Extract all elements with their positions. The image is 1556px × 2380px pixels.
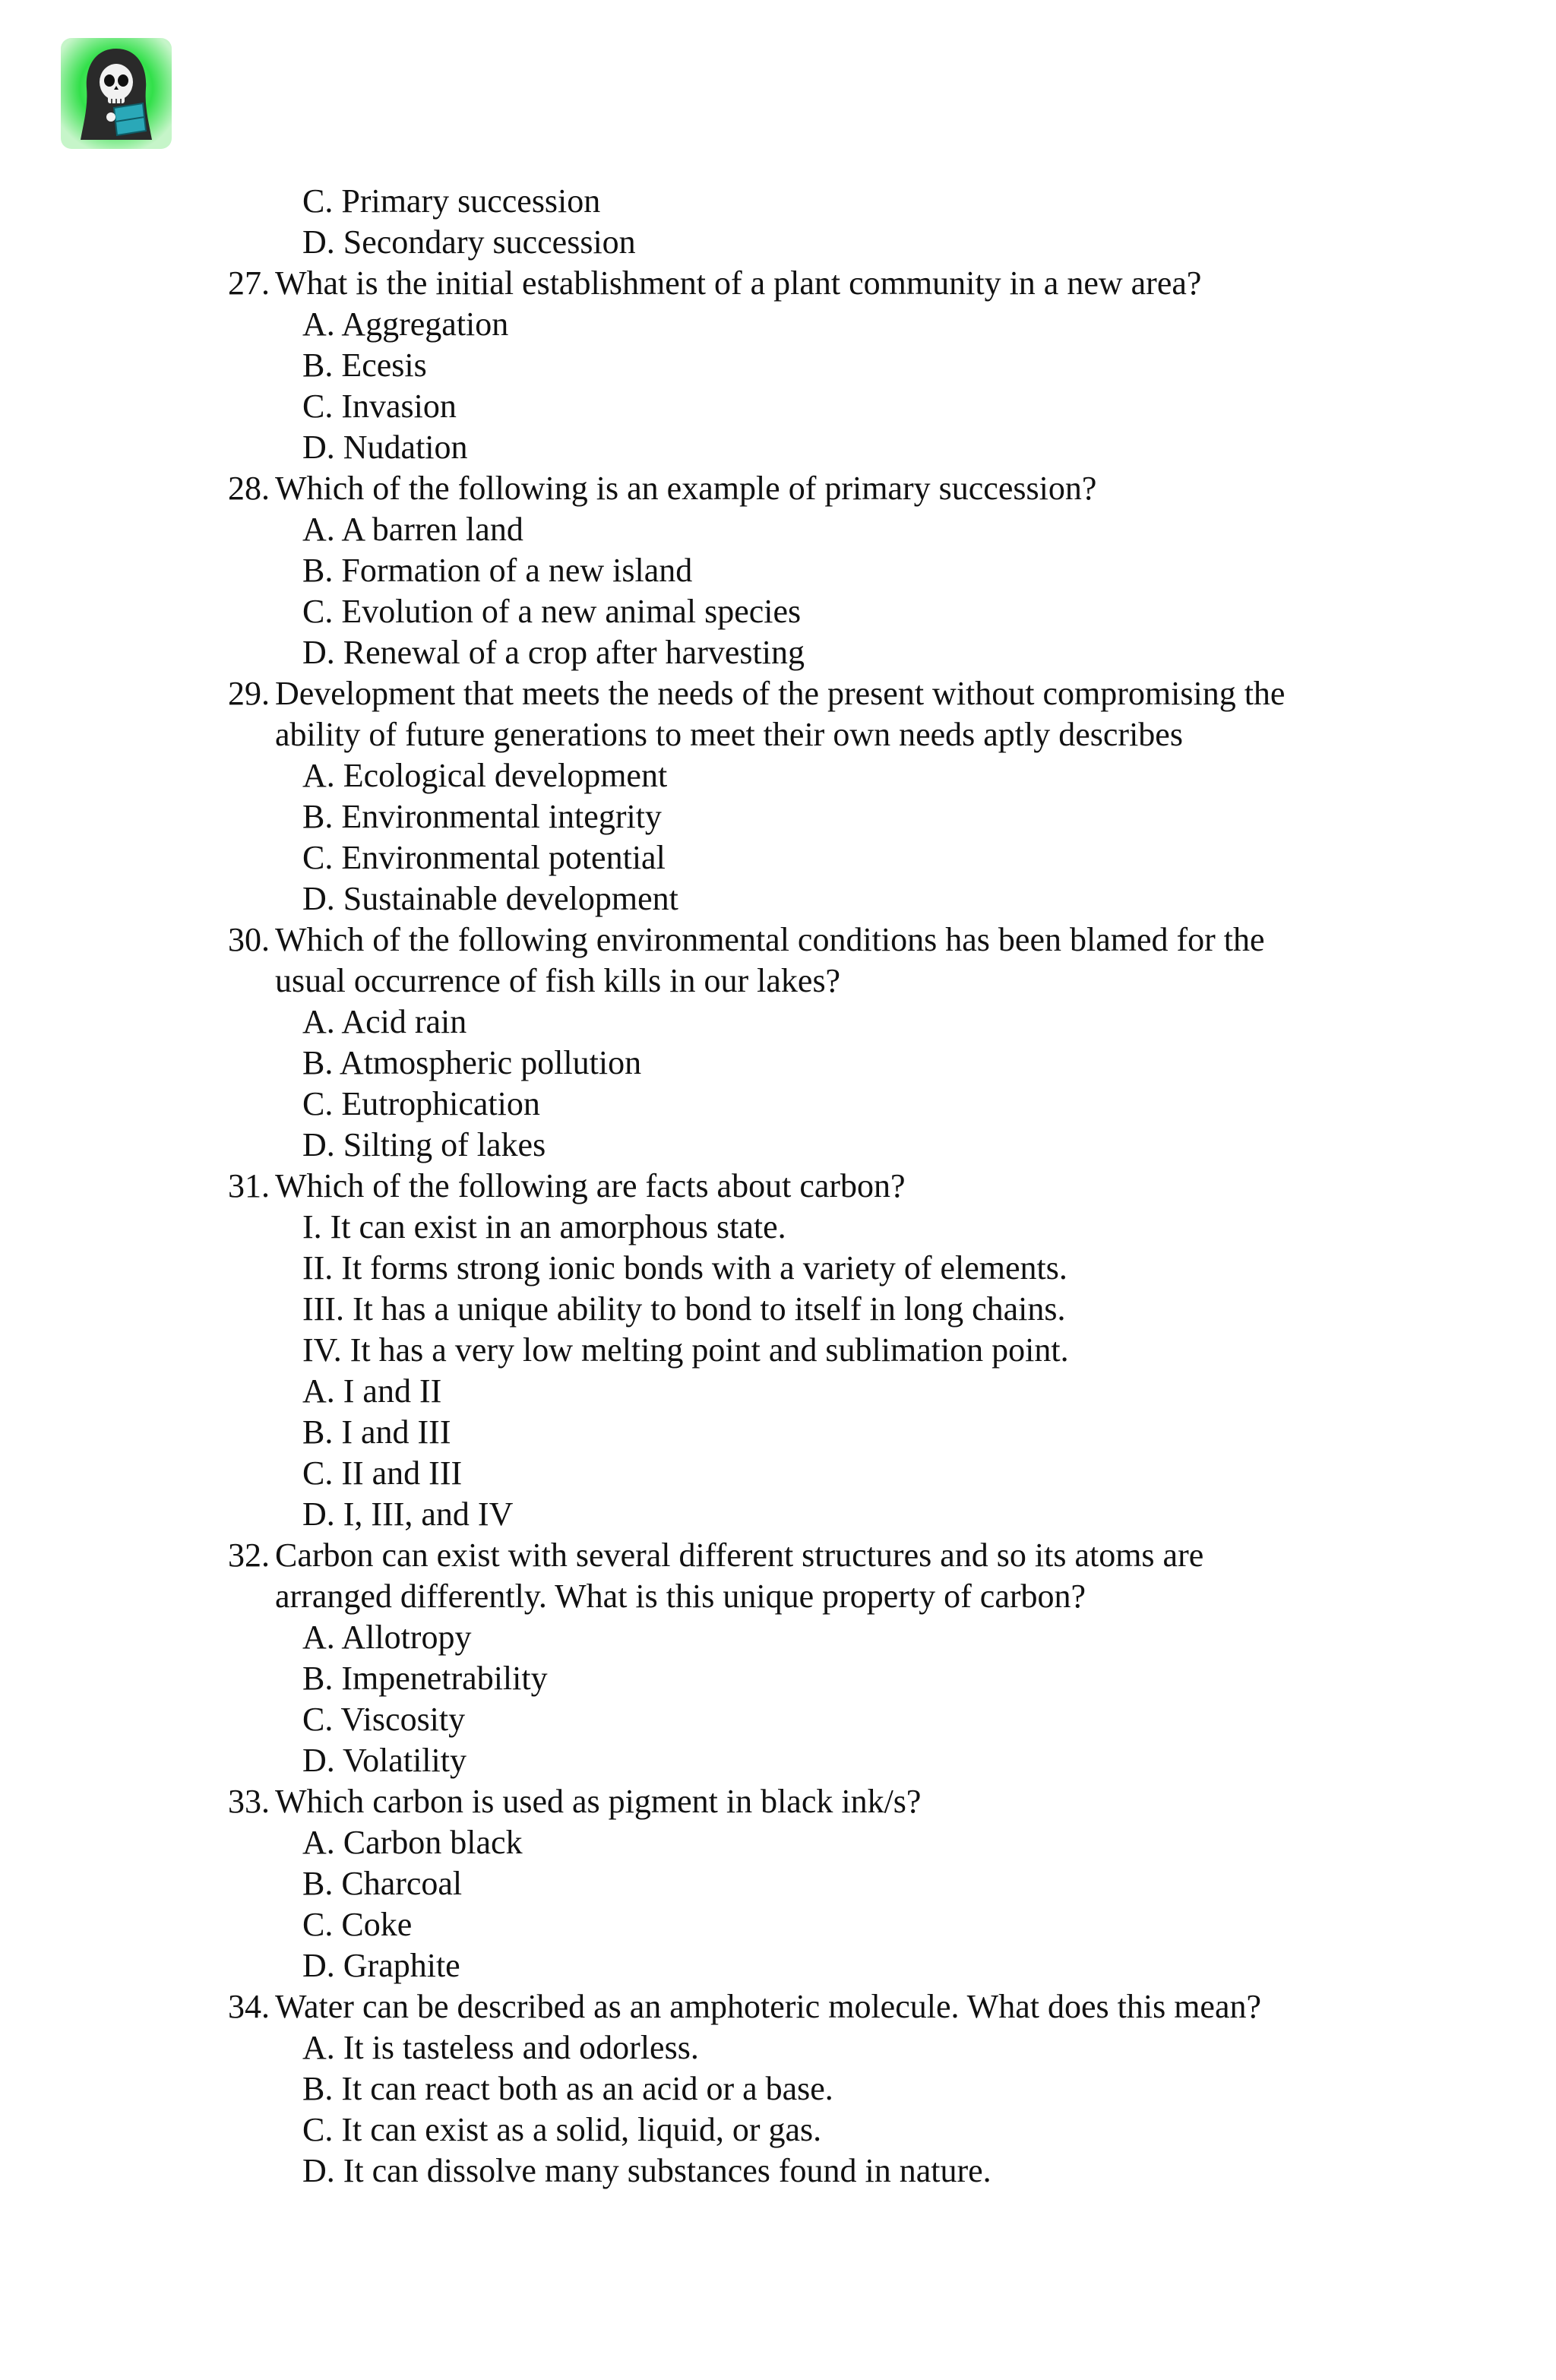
option: D. Silting of lakes: [302, 1126, 546, 1163]
option: D. Nudation: [302, 429, 468, 466]
option: A. Aggregation: [302, 305, 509, 343]
question-stem: Carbon can exist with several different structures and so its atoms are: [275, 1537, 1204, 1574]
question-number: 29.: [228, 675, 270, 712]
option: C. Environmental potential: [302, 839, 666, 876]
option: C. Evolution of a new animal species: [302, 593, 802, 630]
option: D. Secondary succession: [302, 223, 636, 261]
option: D. Graphite: [302, 1947, 460, 1984]
question-stem: What is the initial establishment of a plant community in a new area?: [275, 264, 1202, 302]
question-number: 28.: [228, 470, 270, 507]
question-number: 32.: [228, 1537, 270, 1574]
question-text: [228, 1166, 1383, 1207]
option: D. Sustainable development: [302, 880, 678, 917]
option: C. Viscosity: [302, 1701, 466, 1738]
question-stem: Which of the following is an example of primary succession?: [275, 470, 1097, 507]
option: D. I, III, and IV: [302, 1495, 514, 1533]
question-text: [228, 919, 1383, 961]
statement: III. It has a unique ability to bond to itself in long chains.: [302, 1290, 1066, 1328]
option: A. Ecological development: [302, 757, 668, 794]
option: B. Formation of a new island: [302, 552, 693, 589]
option: A. I and II: [302, 1372, 442, 1410]
option: B. Charcoal: [302, 1865, 463, 1902]
option: D. It can dissolve many substances found in nature.: [302, 2152, 991, 2189]
option: C. II and III: [302, 1454, 463, 1492]
question-text: [228, 1986, 1383, 2027]
question-number: 31.: [228, 1167, 270, 1204]
option: B. Environmental integrity: [302, 798, 662, 835]
option: B. Atmospheric pollution: [302, 1044, 642, 1081]
option: A. Acid rain: [302, 1003, 467, 1040]
option: D. Renewal of a crop after harvesting: [302, 634, 805, 671]
question-stem: Development that meets the needs of the present without compromising the: [275, 675, 1286, 712]
question-text-continued: arranged differently. What is this unique property of carbon?: [275, 1578, 1086, 1615]
option: A. Allotropy: [302, 1619, 472, 1656]
option: A. A barren land: [302, 511, 523, 548]
option: A. It is tasteless and odorless.: [302, 2029, 699, 2066]
statement: IV. It has a very low melting point and sublimation point.: [302, 1331, 1069, 1369]
question-number: 27.: [228, 264, 270, 302]
question-number: 34.: [228, 1988, 270, 2025]
question-number: 30.: [228, 921, 270, 958]
question-text: [228, 468, 1383, 509]
question-text-continued: ability of future generations to meet their own needs aptly describes: [275, 716, 1183, 753]
option: C. Invasion: [302, 388, 457, 425]
question-text: [228, 673, 1383, 714]
question-number: 33.: [228, 1783, 270, 1820]
statement: I. It can exist in an amorphous state.: [302, 1208, 786, 1245]
question-text: [228, 263, 1383, 304]
grim-reaper-reading-book-icon: [61, 38, 172, 149]
option: B. It can react both as an acid or a base.: [302, 2070, 833, 2107]
option: C. Eutrophication: [302, 1085, 540, 1122]
question-stem: Water can be described as an amphoteric molecule. What does this mean?: [275, 1988, 1261, 2025]
option: C. It can exist as a solid, liquid, or gas.: [302, 2111, 822, 2148]
option: D. Volatility: [302, 1742, 466, 1779]
option: B. Impenetrability: [302, 1660, 548, 1697]
statement: II. It forms strong ionic bonds with a variety of elements.: [302, 1249, 1067, 1287]
question-list: [228, 181, 1383, 2192]
question-stem: Which carbon is used as pigment in black ink/s?: [275, 1783, 922, 1820]
option: C. Primary succession: [302, 182, 601, 220]
option: C. Coke: [302, 1906, 413, 1943]
option: B. Ecesis: [302, 347, 427, 384]
question-stem: Which of the following environmental conditions has been blamed for the: [275, 921, 1265, 958]
question-stem: Which of the following are facts about carbon?: [275, 1167, 906, 1204]
option: A. Carbon black: [302, 1824, 523, 1861]
question-text: [228, 1781, 1383, 1822]
question-text-continued: usual occurrence of fish kills in our lakes?: [275, 962, 841, 999]
option: B. I and III: [302, 1413, 451, 1451]
question-text: [228, 1535, 1383, 1576]
